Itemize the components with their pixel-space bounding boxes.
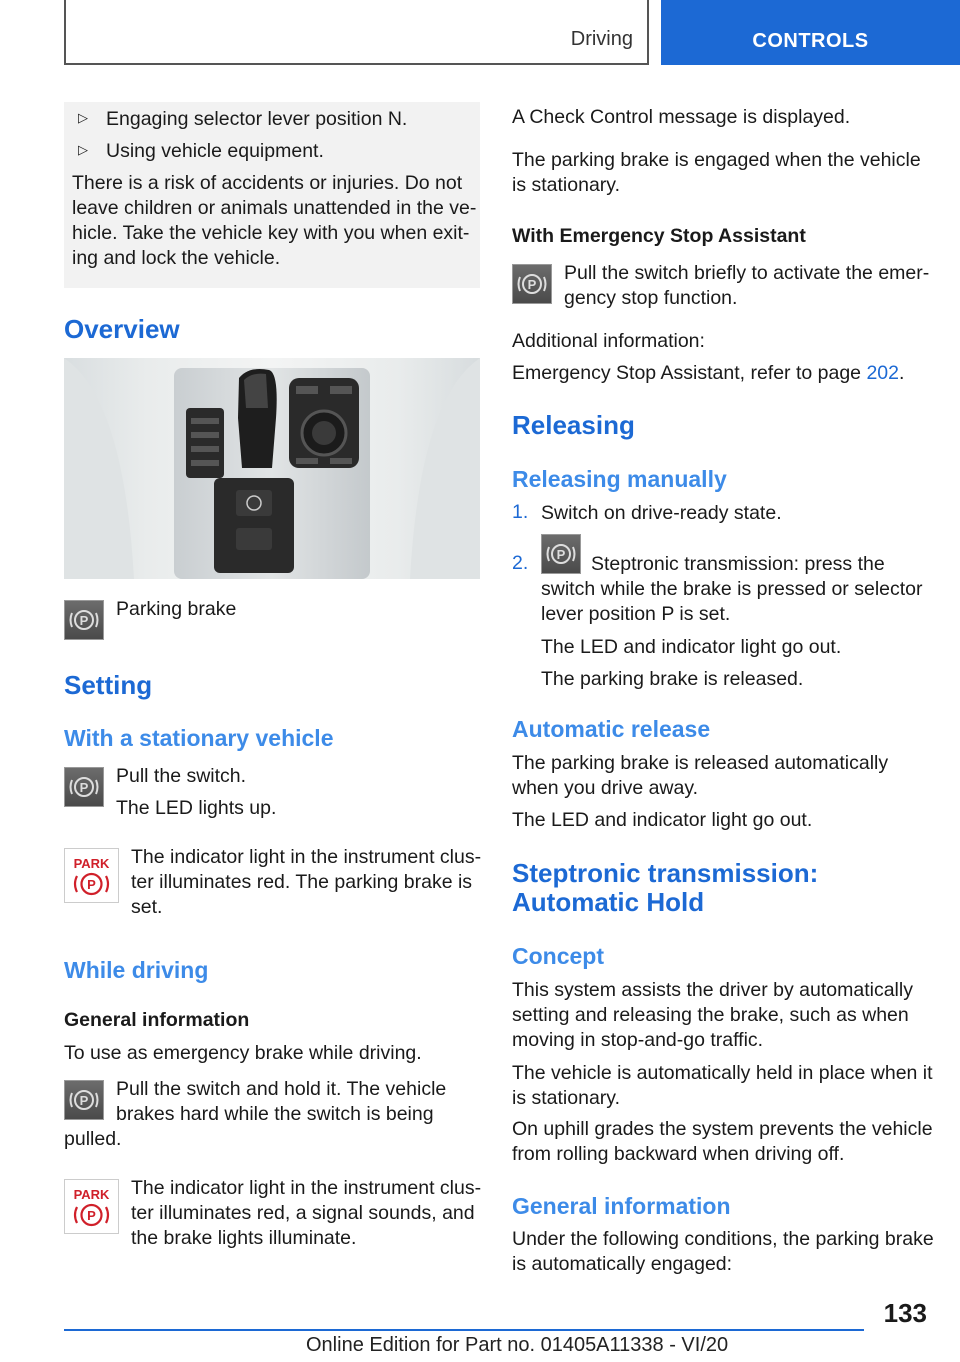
svg-text:P: P (87, 1208, 96, 1223)
park-indicator-icon (64, 848, 119, 903)
park-indicator-icon (64, 1179, 119, 1234)
additional-info-label: Additional information: (512, 330, 705, 352)
driving-pull-line-2: brakes hard while the switch is being (116, 1103, 434, 1125)
stationary-line-2: The LED lights up. (116, 797, 277, 819)
automatic-release-heading: Automatic release (512, 716, 711, 742)
step-text-continued: switch while the brake is pressed or selector lever position P is set. (541, 578, 923, 625)
parking-brake-switch-icon (512, 264, 552, 304)
parking-brake-caption: Parking brake (116, 598, 237, 620)
step-text: Switch on drive-ready state. (541, 502, 782, 524)
concept-text-2: The vehicle is automatically held in place when it is stationary. (512, 1062, 933, 1109)
warning-text: There is a risk of accidents or injuries. Do not leave children or animals unattended in the ve- hicle. Take the vehicle key with you when exit- ing and lock the vehicle. (72, 172, 477, 269)
overview-heading: Overview (64, 314, 180, 344)
step-text: Steptronic transmission: press the (591, 553, 885, 575)
svg-text:PARK: PARK (73, 1187, 110, 1202)
footer-divider (64, 1329, 864, 1331)
step-number: 1. (512, 501, 529, 523)
driving-general-text: To use as emergency brake while driving. (64, 1042, 422, 1064)
svg-text:P: P (527, 277, 537, 292)
automatic-release-led: The LED and indicator light go out. (512, 809, 813, 831)
step2-note-a: The LED and indicator light go out. (541, 636, 842, 658)
svg-text:P: P (79, 780, 89, 795)
svg-text:P: P (87, 877, 96, 892)
concept-text-1: This system assists the driver by automatically setting and releasing the brake, such as when moving in stop-and-go traffic. (512, 979, 913, 1051)
parking-brake-switch-icon (64, 600, 104, 640)
parking-brake-switch-icon (64, 1080, 104, 1120)
steptronic-heading-2: Automatic Hold (512, 887, 705, 917)
stationary-heading: With a stationary vehicle (64, 725, 334, 751)
svg-text:P: P (79, 613, 89, 628)
warning-box (64, 102, 480, 288)
general-information-heading: General information (512, 1193, 731, 1219)
step-number: 2. (512, 552, 529, 574)
triangle-bullet-icon: ▷ (78, 142, 88, 157)
svg-text:PARK: PARK (73, 856, 110, 871)
header-section-box (64, 0, 649, 65)
parking-brake-switch-icon (541, 534, 581, 574)
engaged-text: The parking brake is engaged when the vehicle is stationary. (512, 149, 921, 196)
general-information-text: Under the following conditions, the parking brake is automatically engaged: (512, 1228, 934, 1275)
warning-bullet-item: ▷ Engaging selector lever position N. (78, 108, 408, 130)
driving-indicator-text: The indicator light in the instrument clus- ter illuminates red, a signal sounds, and the brake lights illuminate. (131, 1177, 482, 1249)
stationary-line-1: Pull the switch. (116, 765, 247, 787)
driving-pull-line-3: pulled. (64, 1128, 122, 1150)
releasing-heading: Releasing (512, 410, 635, 440)
svg-text:P: P (556, 547, 566, 562)
while-driving-heading: While driving (64, 957, 209, 983)
setting-heading: Setting (64, 670, 153, 700)
automatic-release-text: The parking brake is released automatically when you drive away. (512, 752, 889, 799)
svg-text:P: P (79, 1093, 89, 1108)
center-console-photo (64, 358, 480, 579)
check-control-text: A Check Control message is displayed. (512, 106, 851, 128)
driving-pull-line-1: Pull the switch and hold it. The vehicle (116, 1078, 447, 1100)
parking-brake-switch-icon (64, 767, 104, 807)
warning-bullet-item: ▷ Using vehicle equipment. (78, 140, 324, 162)
releasing-manually-heading: Releasing manually (512, 466, 727, 492)
triangle-bullet-icon: ▷ (78, 110, 88, 125)
stationary-indicator-text: The indicator light in the instrument clus- ter illuminates red. The parking brake is set. (131, 846, 482, 918)
header-section-title: Driving (570, 28, 633, 50)
page-number: 133 (883, 1298, 927, 1328)
steptronic-heading-1: Steptronic transmission: (512, 858, 819, 888)
driving-general-heading: General information (64, 1009, 250, 1031)
esa-text: Pull the switch briefly to activate the emer- gency stop function. (564, 262, 930, 309)
header-chapter-tab[interactable]: CONTROLS (661, 0, 960, 65)
step2-note-b: The parking brake is released. (541, 668, 804, 690)
footer-edition: Online Edition for Part no. 01405A11338 - VI/20 (306, 1334, 729, 1356)
concept-heading: Concept (512, 943, 604, 969)
concept-text-3: On uphill grades the system prevents the vehicle from rolling backward when driving off. (512, 1118, 933, 1165)
page-link-202[interactable]: 202 (866, 362, 899, 384)
esa-reference: Emergency Stop Assistant, refer to page 202. (512, 362, 905, 384)
esa-heading: With Emergency Stop Assistant (512, 225, 806, 247)
